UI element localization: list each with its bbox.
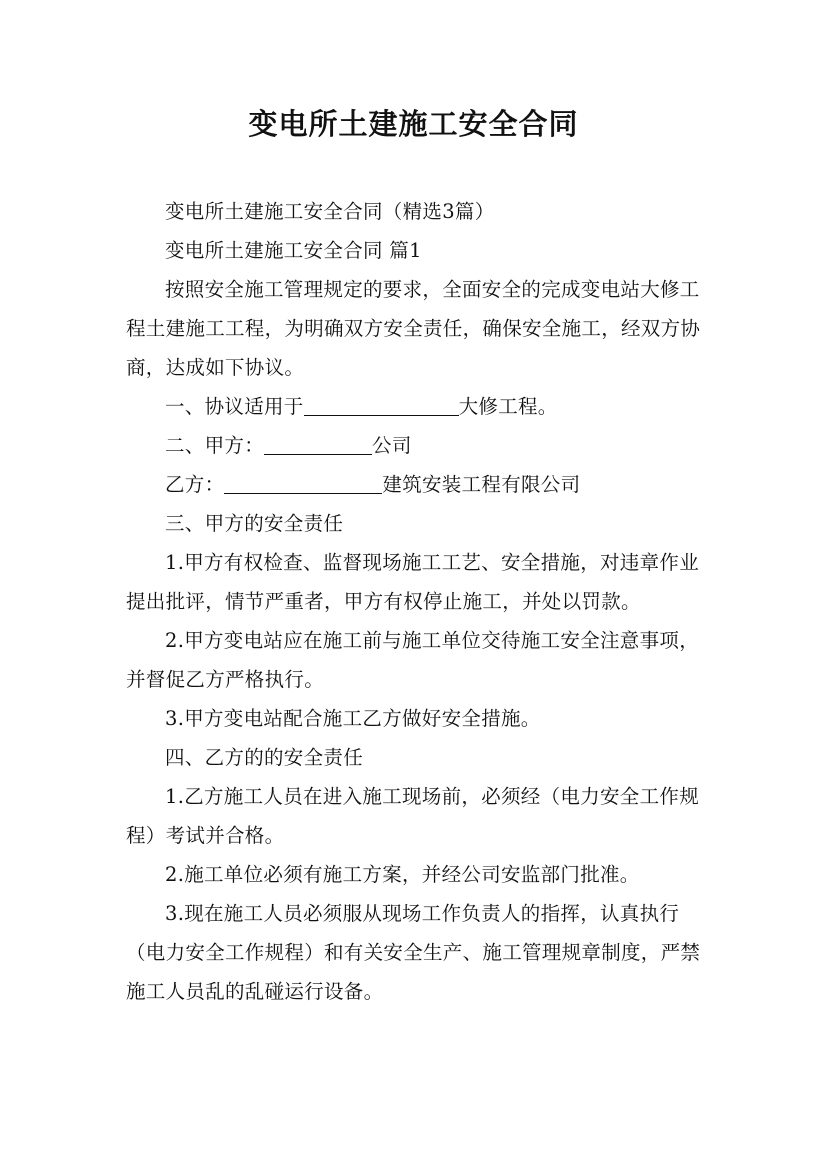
project-name-blank [304,396,459,417]
section-four-heading: 四、乙方的的安全责任 [165,746,364,769]
party-a-line [126,426,706,465]
document-subtitle: 变电所土建施工安全合同（精选3篇） [165,200,495,223]
party-b-prefix: 乙方： [165,473,225,496]
section-three-heading: 三、甲方的安全责任 [165,512,344,535]
intro-paragraph: 按照安全施工管理规定的要求，全面安全的完成变电站大修工程土建施工工程，为明确双方安全责任，确保安全施工，经双方协商，达成如下协议。 [126,278,701,379]
section-heading: 变电所土建施工安全合同 篇1 [165,239,422,262]
clause-one-suffix: 大修工程。 [458,395,558,418]
party-a-prefix: 二、甲方： [165,434,265,457]
party-a-item-3: 3.甲方变电站配合施工乙方做好安全措施。 [165,707,541,730]
party-a-blank [264,435,372,456]
clause-one [126,387,706,426]
party-a-item-2: 2.甲方变电站应在施工前与施工单位交待施工安全注意事项，并督促乙方严格执行。 [126,629,700,691]
party-b-blank [224,474,382,495]
party-a-suffix: 公司 [372,434,412,457]
party-b-line [126,465,706,504]
party-b-item-3: 3.现在施工人员必须服从现场工作负责人的指挥，认真执行（电力安全工作规程）和有关安全生产、施工管理规章制度，严禁施工人员乱的乱碰运行设备。 [126,902,701,1003]
clause-one-prefix: 一、协议适用于 [165,395,304,418]
party-b-item-2: 2.施工单位必须有施工方案，并经公司安监部门批准。 [165,863,640,886]
party-b-suffix: 建筑安装工程有限公司 [382,473,581,496]
document-body [126,192,706,1011]
party-b-item-1: 1.乙方施工人员在进入施工现场前，必须经（电力安全工作规程）考试并合格。 [126,785,700,847]
party-a-item-1: 1.甲方有权检查、监督现场施工工艺、安全措施，对违章作业提出批评，情节严重者，甲方有权停止施工，并处以罚款。 [126,551,700,613]
document-title: 变电所土建施工安全合同 [248,107,579,141]
